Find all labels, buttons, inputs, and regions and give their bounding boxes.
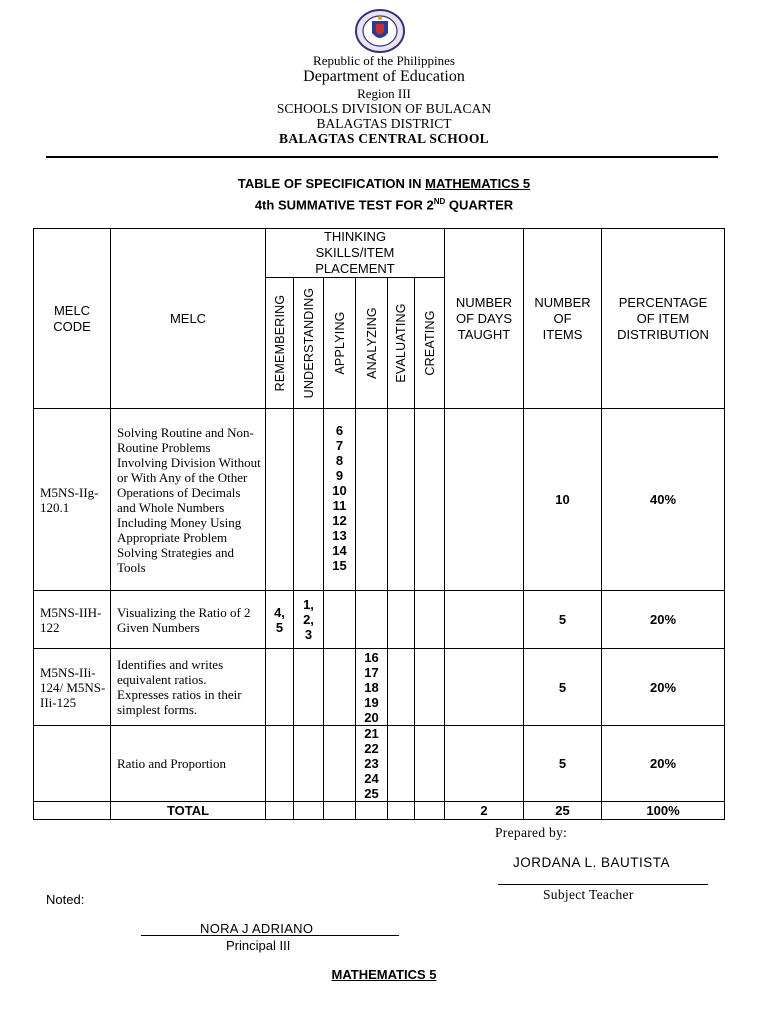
total-percent: 100% (602, 802, 725, 820)
specification-table (33, 228, 725, 820)
header-melc: MELC (111, 229, 266, 409)
remembering-cell (266, 409, 294, 591)
evaluating-cell (388, 649, 415, 726)
melc-code (34, 726, 111, 802)
applying-cell: 6 7 8 9 10 11 12 13 14 15 (324, 409, 356, 591)
analyzing-cell: 21 22 23 24 25 (356, 726, 388, 802)
table-row (34, 649, 725, 726)
applying-cell (324, 591, 356, 649)
header-applying: APPLYING (324, 278, 356, 409)
items-cell: 5 (524, 726, 602, 802)
header-creating: CREATING (415, 278, 445, 409)
days-cell (445, 409, 524, 591)
percent-cell: 20% (602, 591, 725, 649)
header-analyzing: ANALYZING (356, 278, 388, 409)
applying-cell (324, 649, 356, 726)
total-label: TOTAL (111, 802, 266, 820)
understanding-cell (294, 802, 324, 820)
school-name: BALAGTAS CENTRAL SCHOOL (279, 131, 489, 146)
days-cell (445, 649, 524, 726)
teacher-role: Subject Teacher (543, 887, 634, 902)
melc-code: M5NS-IIH-122 (34, 591, 111, 649)
table-row (34, 726, 725, 802)
melc-description: Visualizing the Ratio of 2 Given Numbers (111, 591, 266, 649)
total-days: 2 (445, 802, 524, 820)
items-cell: 10 (524, 409, 602, 591)
analyzing-cell (356, 409, 388, 591)
header-melc-code: MELC CODE (34, 229, 111, 409)
republic-text: Republic of the Philippines (313, 53, 455, 68)
items-cell: 5 (524, 649, 602, 726)
header-divider (46, 156, 718, 158)
creating-cell (415, 726, 445, 802)
region-text: Region III (357, 86, 411, 101)
days-cell (445, 726, 524, 802)
document-subtitle: 4th SUMMATIVE TEST FOR 2ND QUARTER (254, 197, 514, 213)
table-row (34, 591, 725, 649)
percent-cell: 40% (602, 409, 725, 591)
evaluating-cell (388, 591, 415, 649)
remembering-cell (266, 649, 294, 726)
analyzing-cell: 16 17 18 19 20 (356, 649, 388, 726)
header-percentage: PERCENTAGE OF ITEM DISTRIBUTION (602, 229, 725, 409)
teacher-name: JORDANA L. BAUTISTA (513, 855, 671, 870)
melc-description: Ratio and Proportion (111, 726, 266, 802)
days-cell (445, 591, 524, 649)
remembering-cell (266, 802, 294, 820)
department-text: Department of Education (303, 68, 465, 85)
understanding-cell: 1, 2, 3 (294, 591, 324, 649)
header-days-taught: NUMBER OF DAYS TAUGHT (445, 229, 524, 409)
percent-cell: 20% (602, 649, 725, 726)
table-row (34, 409, 725, 591)
creating-cell (415, 802, 445, 820)
remembering-cell: 4, 5 (266, 591, 294, 649)
percent-cell: 20% (602, 726, 725, 802)
district-text: BALAGTAS DISTRICT (316, 116, 452, 131)
header-understanding: UNDERSTANDING (294, 278, 324, 409)
header-number-items: NUMBER OF ITEMS (524, 229, 602, 409)
prepared-by-label: Prepared by: (495, 825, 568, 840)
evaluating-cell (388, 802, 415, 820)
melc-description: Solving Routine and Non-Routine Problems Involving Division Without or With Any of the Other Operations of Decimals and Whole Numbers Including Money Using Appropriate Problem Solving Strategies and Tools (111, 409, 266, 591)
header-remembering: REMEMBERING (266, 278, 294, 409)
melc-code: M5NS-IIg-120.1 (34, 409, 111, 591)
understanding-cell (294, 726, 324, 802)
principal-role: Principal III (226, 938, 291, 953)
division-text: SCHOOLS DIVISION OF BULACAN (276, 101, 492, 116)
items-cell: 5 (524, 591, 602, 649)
deped-seal-icon (354, 9, 406, 53)
principal-name: NORA J ADRIANO (200, 921, 314, 936)
creating-cell (415, 649, 445, 726)
evaluating-cell (388, 726, 415, 802)
total-code-cell (34, 802, 111, 820)
applying-cell (324, 802, 356, 820)
melc-description: Identifies and writes equivalent ratios. Expresses ratios in their simplest forms. (111, 649, 266, 726)
analyzing-cell (356, 802, 388, 820)
creating-cell (415, 591, 445, 649)
melc-code: M5NS-IIi-124/ M5NS-IIi-125 (34, 649, 111, 726)
remembering-cell (266, 726, 294, 802)
understanding-cell (294, 649, 324, 726)
header-evaluating: EVALUATING (388, 278, 415, 409)
applying-cell (324, 726, 356, 802)
header-thinking-skills: THINKING SKILLS/ITEM PLACEMENT (266, 229, 445, 278)
total-items: 25 (524, 802, 602, 820)
teacher-signature-line (498, 884, 708, 885)
evaluating-cell (388, 409, 415, 591)
creating-cell (415, 409, 445, 591)
total-row (34, 802, 725, 820)
footer-subject: MATHEMATICS 5 (331, 967, 437, 982)
understanding-cell (294, 409, 324, 591)
document-title: TABLE OF SPECIFICATION IN MATHEMATICS 5 (237, 176, 531, 191)
principal-signature-line (141, 935, 399, 936)
noted-label: Noted: (46, 892, 85, 907)
analyzing-cell (356, 591, 388, 649)
